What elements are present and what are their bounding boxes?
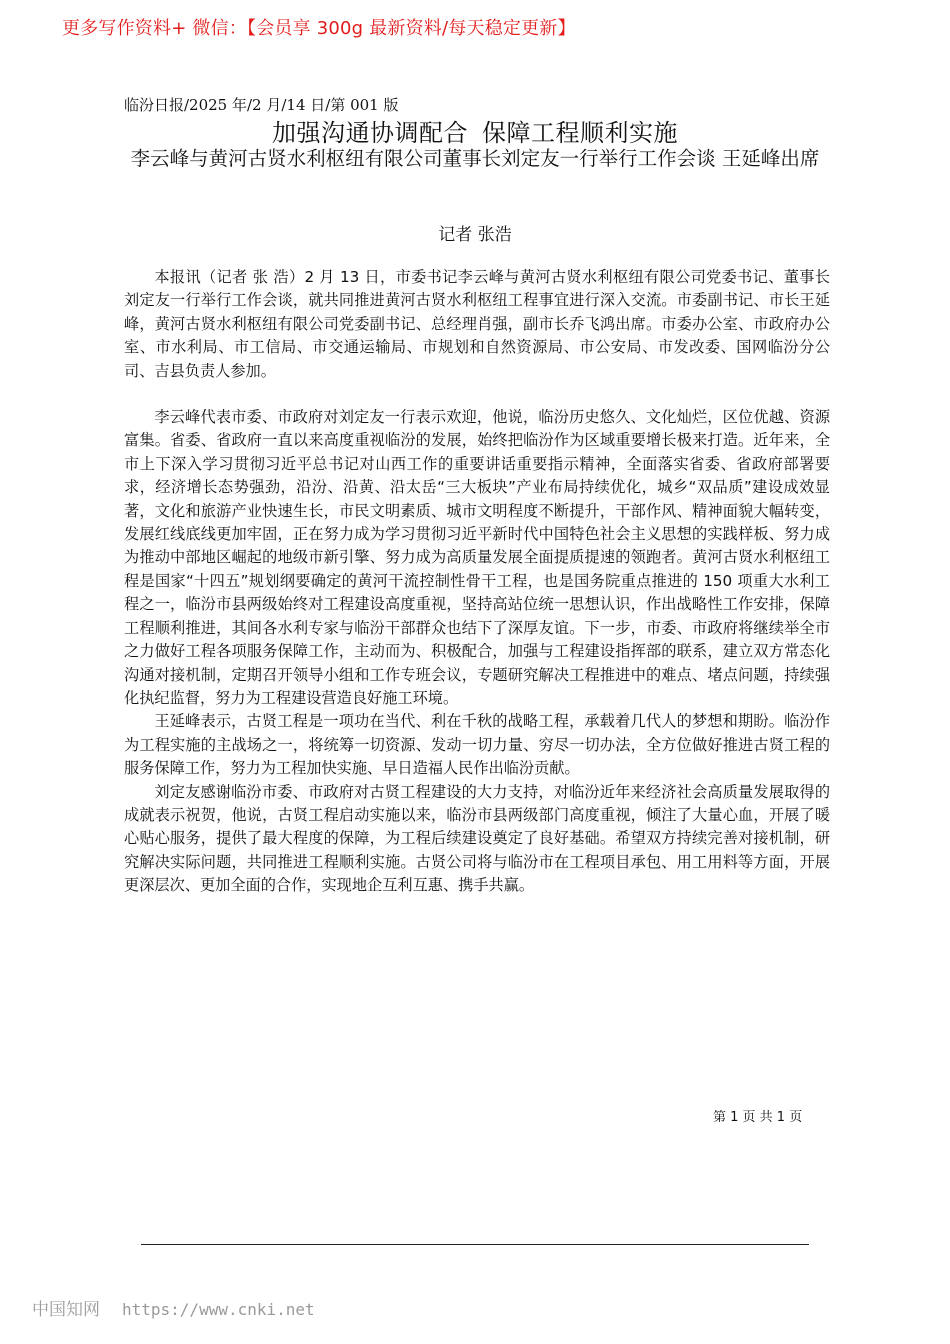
watermark-url: https://www.cnki.net xyxy=(122,1300,315,1319)
publication-info: 临汾日报/2025 年/2 月/14 日/第 001 版 xyxy=(124,96,399,114)
headline xyxy=(0,113,950,148)
promo-banner: 更多写作资料+ 微信：【会员享 300g 最新资料/每天稳定更新】 xyxy=(62,18,576,39)
headline-part-2: 保障工程顺利实施 xyxy=(482,119,678,147)
page-indicator: 第 1 页 共 1 页 xyxy=(713,1110,803,1125)
headline-part-1: 加强沟通协调配合 xyxy=(272,119,468,147)
paragraph: 王延峰表示，古贤工程是一项功在当代、利在千秋的战略工程，承载着几代人的梦想和期盼。临汾作为工程实施的主战场之一，将统筹一切资源、发动一切力量、穷尽一切办法，全方位做好推进古贤工程的服务保障工作，努力为工程加快实施、早日造福人民作出临汾贡献。 xyxy=(124,712,830,778)
watermark-brand: 中国知网 xyxy=(32,1300,100,1320)
paragraph: 刘定友感谢临汾市委、市政府对古贤工程建设的大力支持，对临汾近年来经济社会高质量发展取得的成就表示祝贺，他说，古贤工程启动实施以来，临汾市县两级部门高度重视，倾注了大量心血，开展了暖心贴心服务，提供了最大程度的保障，为工程后续建设奠定了良好基础。希望双方持续完善对接机制，研究解决实际问题，共同推进工程顺利实施。古贤公司将与临汾市在工程项目承包、用工用料等方面，开展更深层次、更加全面的合作，实现地企互利互惠、携手共赢。 xyxy=(124,782,830,895)
paragraph: 本报讯（记者 张 浩）2 月 13 日，市委书记李云峰与黄河古贤水利枢纽有限公司党委书记、董事长刘定友一行举行工作会谈，就共同推进黄河古贤水利枢纽工程事宜进行深入交流。市委副书记、市长王延峰，黄河古贤水利枢纽有限公司党委副书记、总经理肖强，副市长乔飞鸿出席。市委办公室、市政府办公室、市水利局、市工信局、市交通运输局、市规划和自然资源局、市公安局、市发改委、国网临汾分公司、吉县负责人参加。 xyxy=(124,268,830,380)
footer-divider xyxy=(141,1244,809,1245)
byline: 记者 张浩 xyxy=(438,225,512,245)
article-body xyxy=(124,266,830,898)
paragraph: 李云峰代表市委、市政府对刘定友一行表示欢迎，他说，临汾历史悠久、文化灿烂，区位优越、资源富集。省委、省政府一直以来高度重视临汾的发展，始终把临汾作为区域重要增长极来打造。近年来，全市上下深入学习贯彻习近平总书记对山西工作的重要讲话重要指示精神，全面落实省委、省政府部署要求，经济增长态势强劲，沿汾、沿黄、沿太岳“三大板块”产业布局持续优化，城乡“双品质”建设成效显著，文化和旅游产业快速生长，市民文明素质、城市文明程度不断提升，干部作风、精神面貌大幅转变，发展红线底线更加牢固，正在努力成为学习贯彻习近平新时代中国特色社会主义思想的实践样板、努力成为推动中部地区崛起的地级市新引擎、努力成为高质量发展全面提质提速的领跑者。黄河古贤水利枢纽工程是国家“十四五”规划纲要确定的黄河干流控制性骨干工程，也是国务院重点推进的 150 项重大水利工程之一，临汾市县两级始终对工程建设高度重视，坚持高站位统一思想认识，作出战略性工作安排，保障工程顺利推进，其间各水利专家与临汾干部群众也结下了深厚友谊。下一步，市委、市政府将继续举全市之力做好工程各项服务保障工作，主动而为、积极配合，加强与工程建设指挥部的联系，建立双方常态化沟通对接机制，定期召开领导小组和工作专班会议，专题研究解决工程推进中的难点、堵点问题，持续强化执纪监督，努力为工程建设营造良好施工环境。 xyxy=(124,408,830,707)
cnki-watermark xyxy=(32,1295,315,1320)
subheadline: 李云峰与黄河古贤水利枢纽有限公司董事长刘定友一行举行工作会谈 王延峰出席 xyxy=(130,147,820,170)
